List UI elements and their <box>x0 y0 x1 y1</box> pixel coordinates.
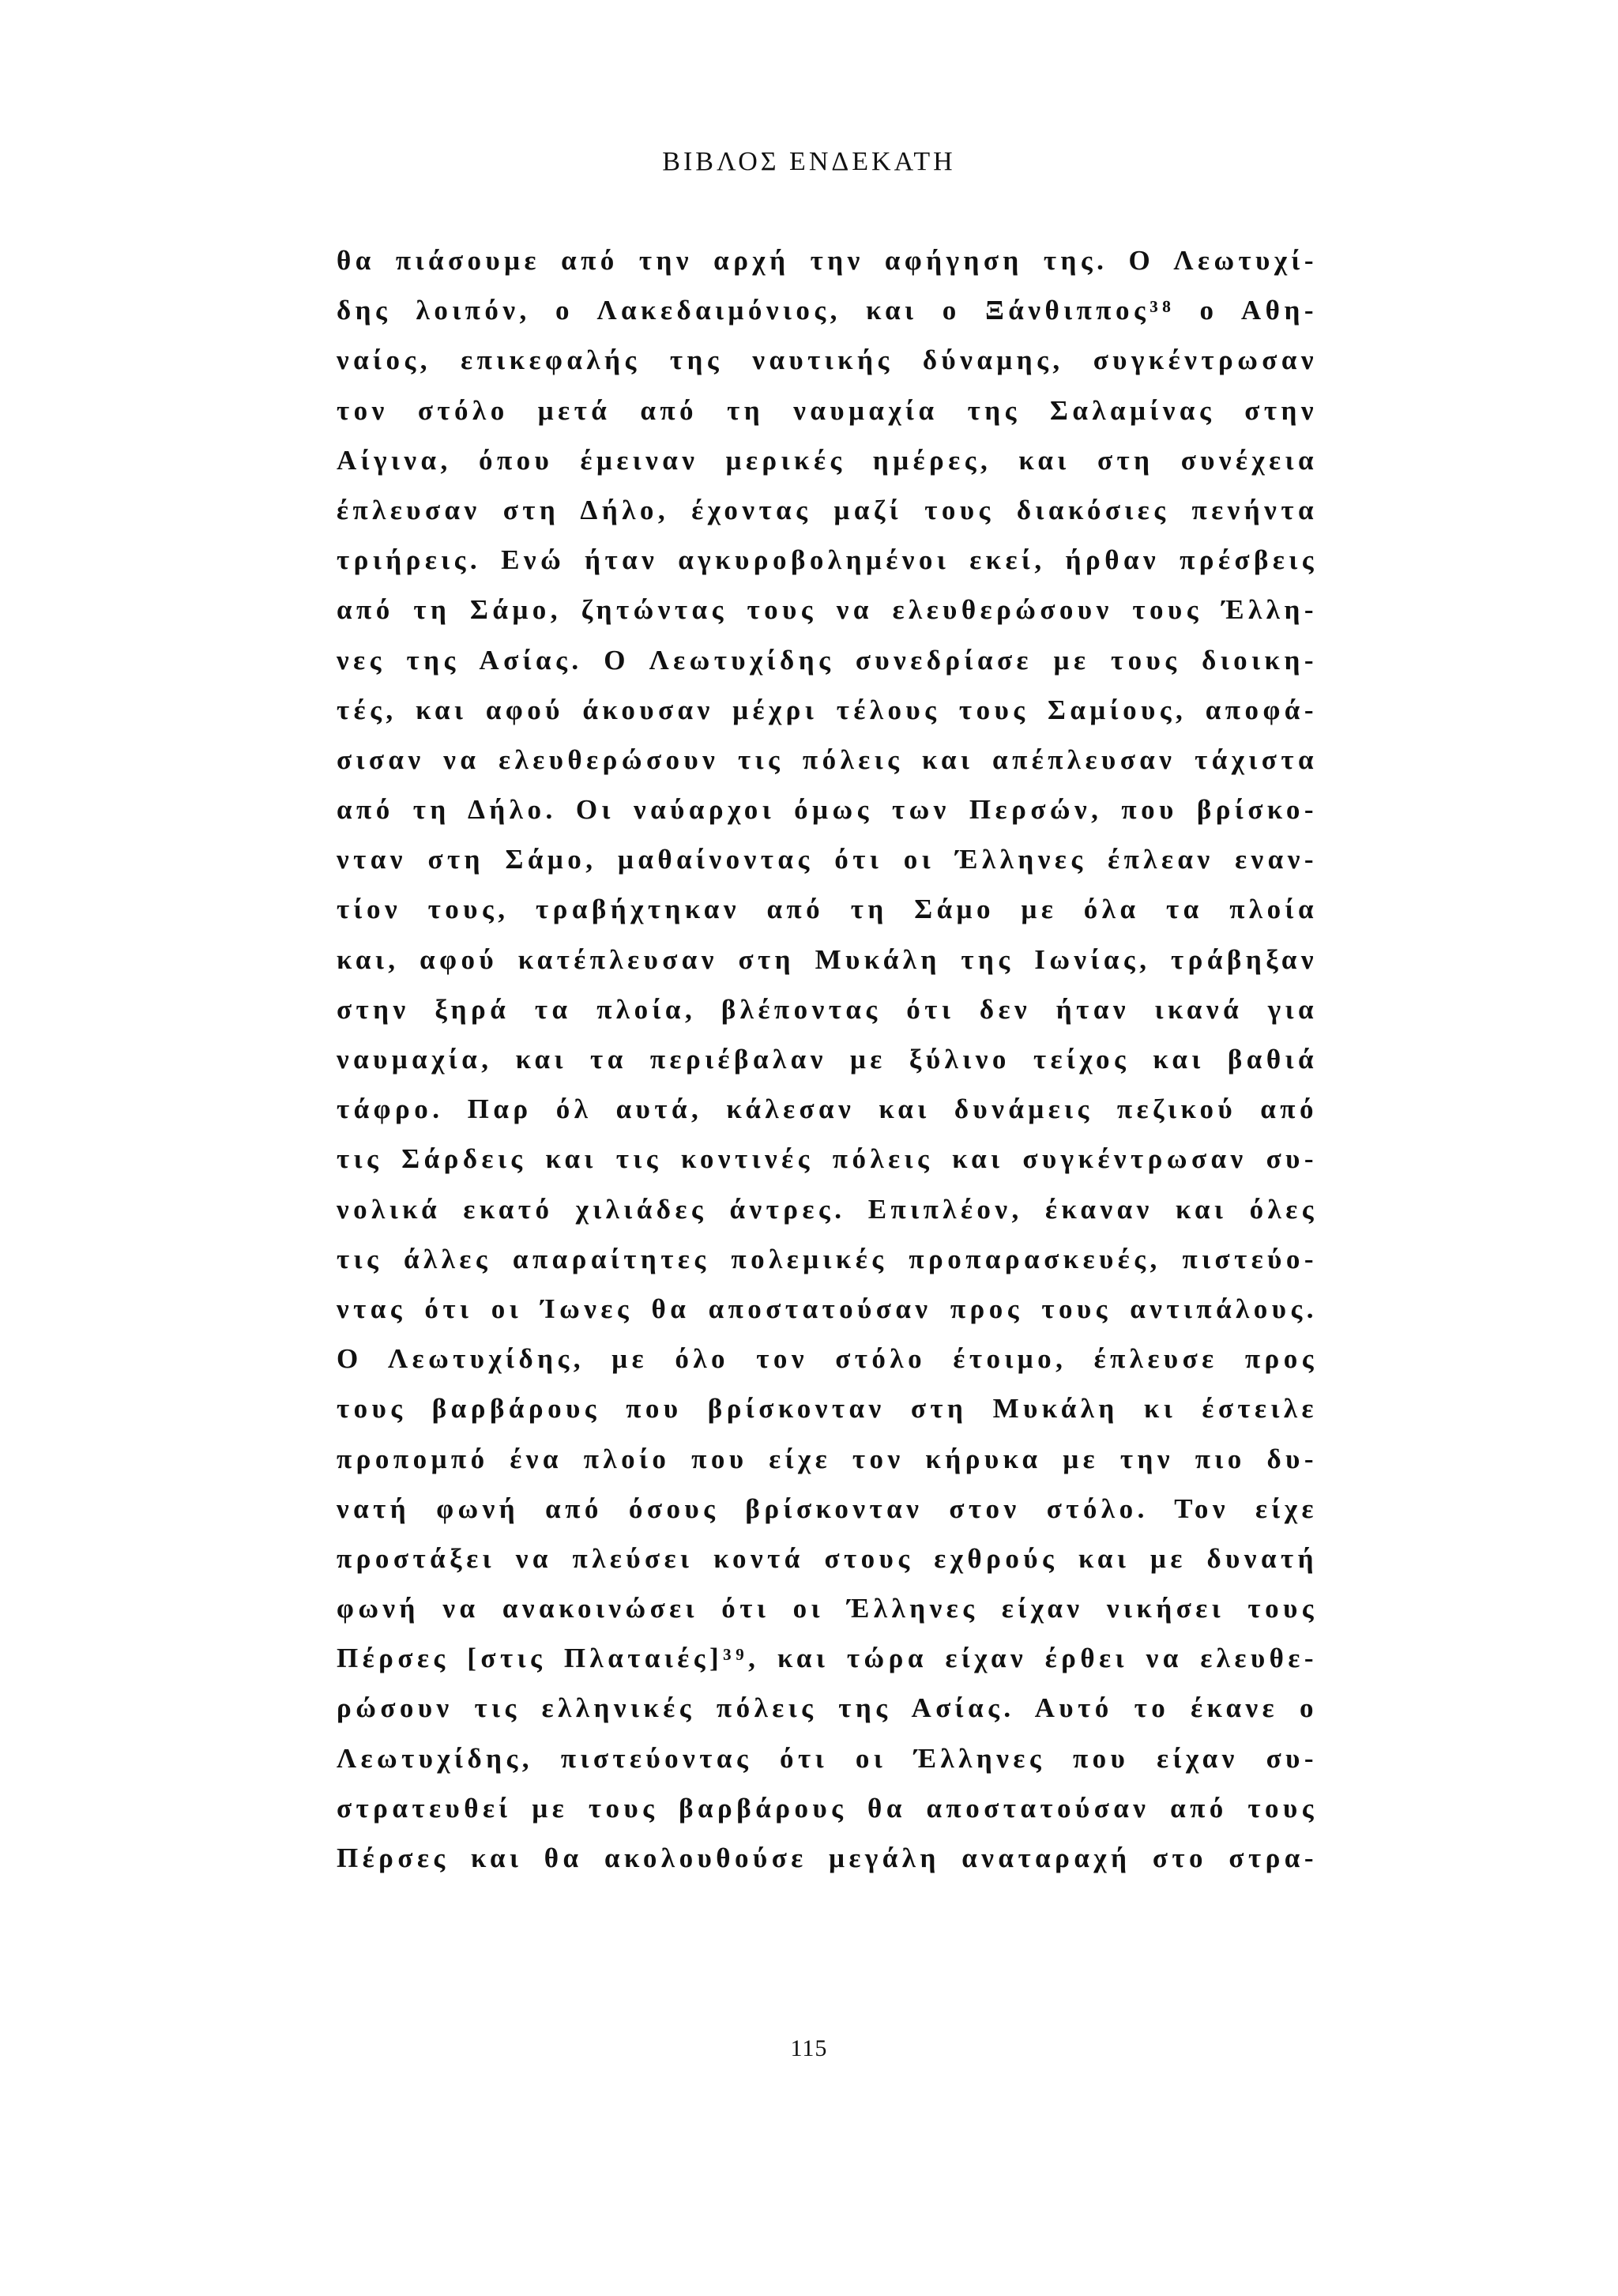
text-line: έπλευσαν στη Δήλο, έχοντας μαζί τους διακόσιες πενήντα <box>337 494 1318 525</box>
text-line: Αίγινα, όπου έμειναν μερικές ημέρες, και στη συνέχεια <box>337 444 1318 476</box>
text-line: Πέρσες και θα ακολουθούσε μεγάλη αναταραχή στο στρα- <box>337 1842 1318 1873</box>
text-line: από τη Σάμο, ζητώντας τους να ελευθερώσουν τους Έλλη- <box>337 594 1318 626</box>
text-line: δης λοιπόν, ο Λακεδαιμόνιος, και ο Ξάνθιππος³⁸ ο Αθη- <box>337 295 1318 326</box>
text-line: τές, και αφού άκουσαν μέχρι τέλους τους Σαμίους, αποφά- <box>337 694 1318 725</box>
text-line: νατή φωνή από όσους βρίσκονταν στον στόλο. Τον είχε <box>337 1492 1318 1524</box>
page-number: 115 <box>790 2035 828 2061</box>
text-line: προστάξει να πλεύσει κοντά στους εχθρούς και με δυνατή <box>337 1542 1318 1574</box>
text-line: θα πιάσουμε από την αρχή την αφήγηση της. Ο Λεωτυχί- <box>337 245 1318 276</box>
text-line: ναίος, επικεφαλής της ναυτικής δύναμης, συγκέντρωσαν <box>337 344 1318 376</box>
text-line: νολικά εκατό χιλιάδες άντρες. Επιπλέον, έκαναν και όλες <box>337 1193 1318 1225</box>
text-line: προπομπό ένα πλοίο που είχε τον κήρυκα με την πιο δυ- <box>337 1443 1318 1474</box>
text-line: τριήρεις. Ενώ ήταν αγκυροβολημένοι εκεί, ήρθαν πρέσβεις <box>337 544 1318 576</box>
text-line: ντας ότι οι Ίωνες θα αποστατούσαν προς τους αντιπάλους. <box>337 1293 1318 1324</box>
text-line: ρώσουν τις ελληνικές πόλεις της Ασίας. Αυτό το έκανε ο <box>337 1692 1318 1724</box>
text-line: Λεωτυχίδης, πιστεύοντας ότι οι Έλληνες που είχαν συ- <box>337 1742 1318 1774</box>
text-line: τάφρο. Παρ όλ αυτά, κάλεσαν και δυνάμεις πεζικού από <box>337 1093 1318 1125</box>
text-line: και, αφού κατέπλευσαν στη Μυκάλη της Ιωνίας, τράβηξαν <box>337 943 1318 975</box>
text-line: νες της Ασίας. Ο Λεωτυχίδης συνεδρίασε με τους διοικη- <box>337 644 1318 676</box>
text-line: σισαν να ελευθερώσουν τις πόλεις και απέπλευσαν τάχιστα <box>337 743 1318 775</box>
text-line: Πέρσες [στις Πλαταιές]³⁹, και τώρα είχαν έρθει να ελευθε- <box>337 1643 1318 1674</box>
running-head: ΒΙΒΛΟΣ ΕΝΔΕΚΑΤΗ <box>662 147 956 176</box>
text-line: τις Σάρδεις και τις κοντινές πόλεις και συγκέντρωσαν συ- <box>337 1143 1318 1175</box>
text-line: νταν στη Σάμο, μαθαίνοντας ότι οι Έλληνες έπλεαν εναν- <box>337 844 1318 875</box>
text-line: φωνή να ανακοινώσει ότι οι Έλληνες είχαν νικήσει τους <box>337 1593 1318 1624</box>
text-line: από τη Δήλο. Οι ναύαρχοι όμως των Περσών, που βρίσκο- <box>337 794 1318 826</box>
text-line: στην ξηρά τα πλοία, βλέποντας ότι δεν ήταν ικανά για <box>337 993 1318 1025</box>
text-line: στρατευθεί με τους βαρβάρους θα αποστατούσαν από τους <box>337 1792 1318 1824</box>
text-line: τις άλλες απαραίτητες πολεμικές προπαρασκευές, πιστεύο- <box>337 1243 1318 1274</box>
text-line: ναυμαχία, και τα περιέβαλαν με ξύλινο τείχος και βαθιά <box>337 1044 1318 1075</box>
text-line: Ο Λεωτυχίδης, με όλο τον στόλο έτοιμο, έπλευσε προς <box>337 1343 1318 1375</box>
text-line: τον στόλο μετά από τη ναυμαχία της Σαλαμίνας στην <box>337 394 1318 426</box>
text-line: τους βαρβάρους που βρίσκονταν στη Μυκάλη κι έστειλε <box>337 1393 1318 1425</box>
text-line: τίον τους, τραβήχτηκαν από τη Σάμο με όλα τα πλοία <box>337 894 1318 925</box>
body-text <box>337 235 1318 1883</box>
